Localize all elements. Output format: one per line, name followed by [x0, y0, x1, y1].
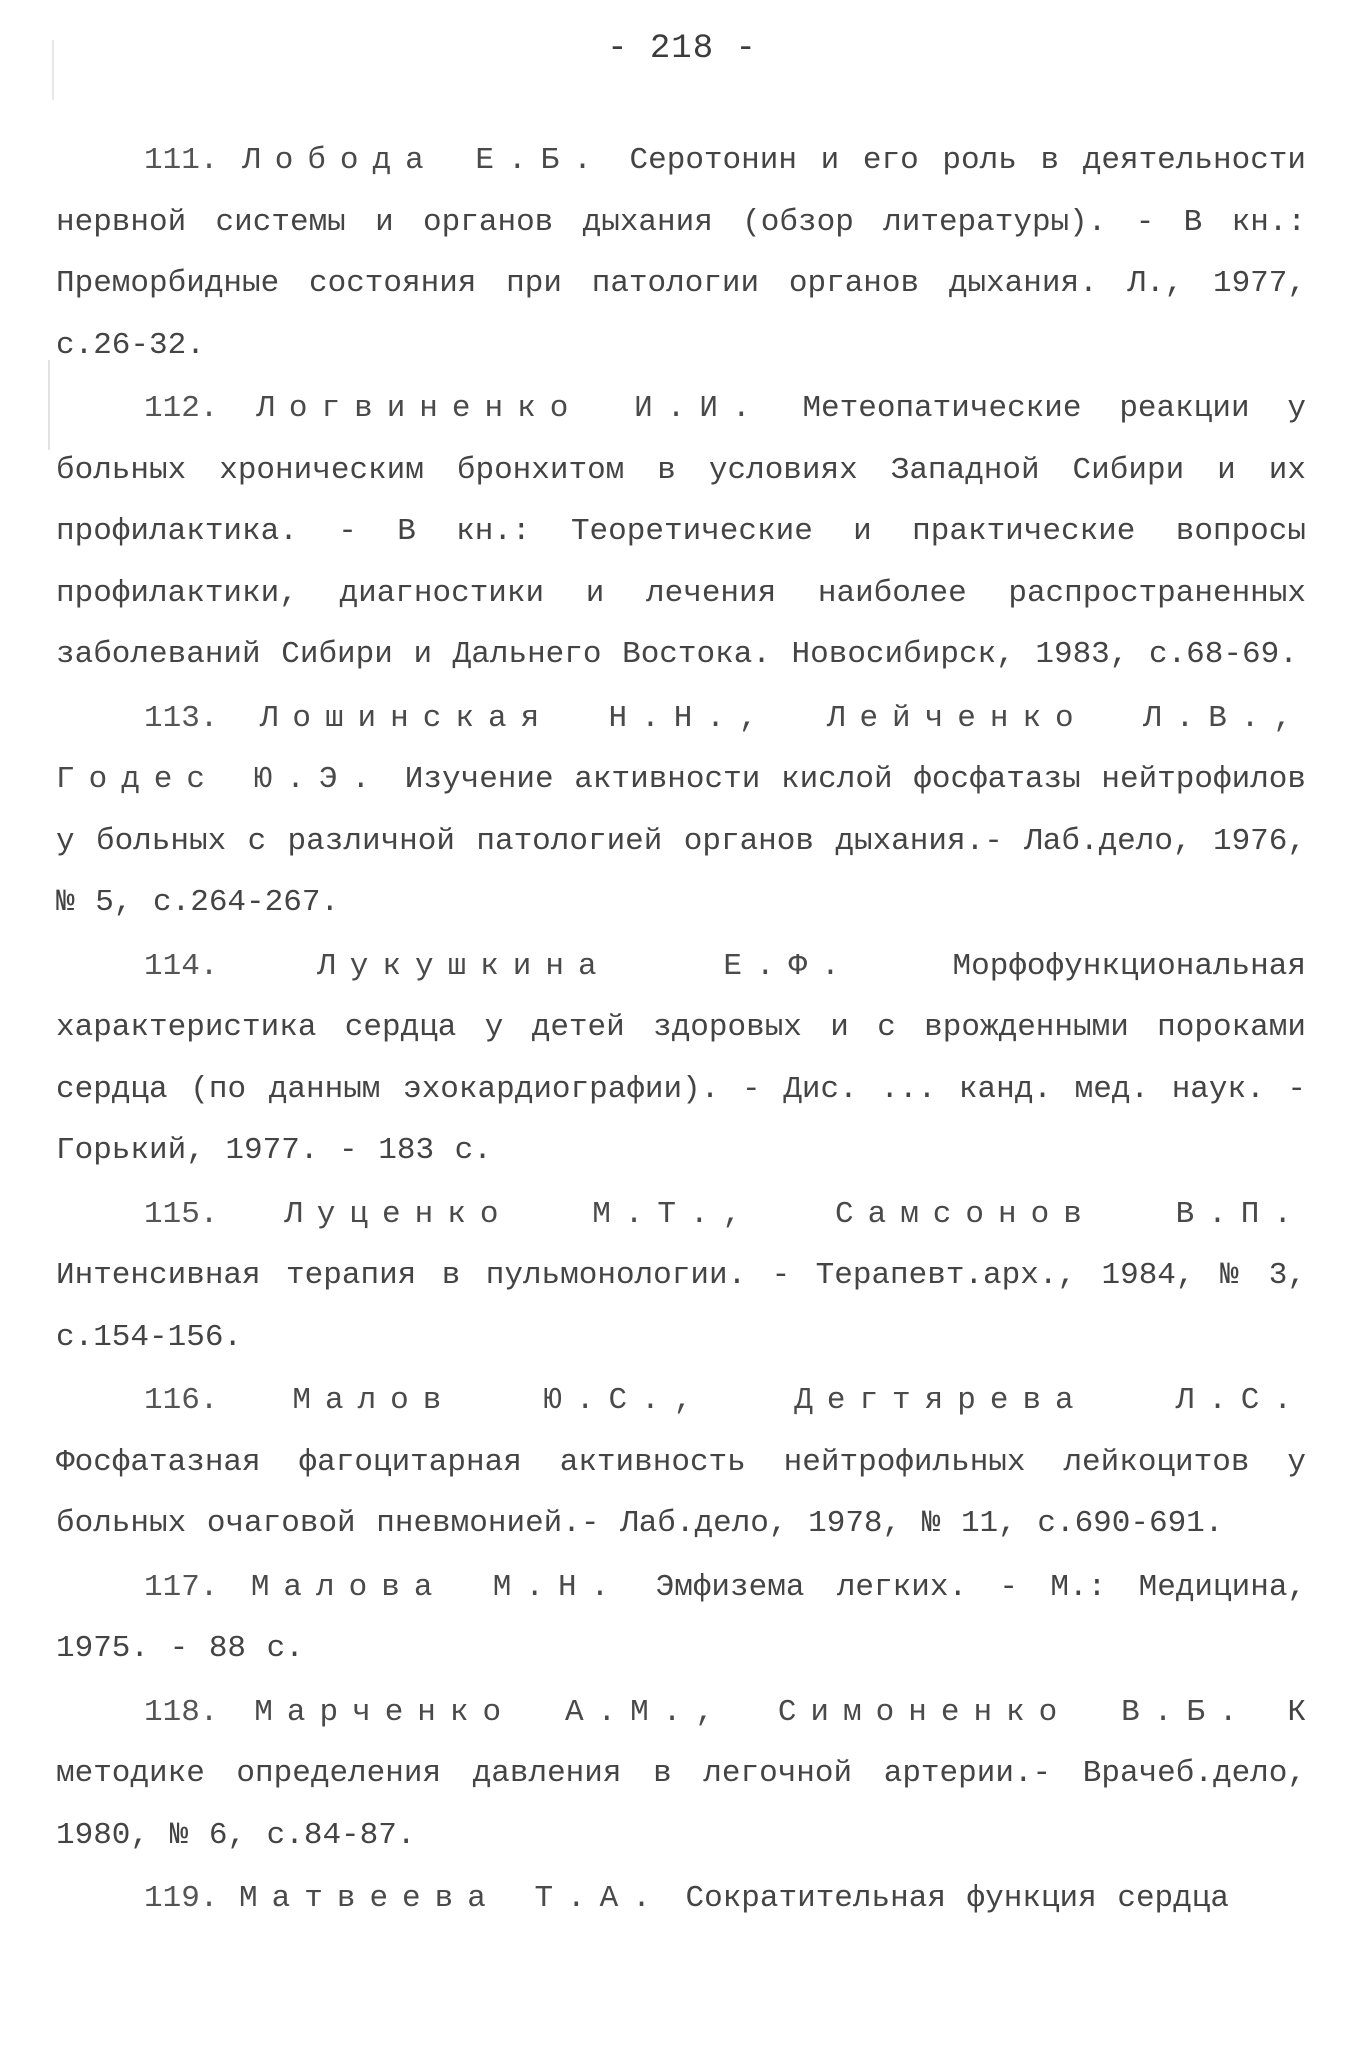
entry-text: К методике определения давления в легочной артерии.- Врачеб.дело, 1980, № 6, с.84-87.: [56, 1694, 1306, 1853]
entry-number: 118.: [144, 1694, 219, 1730]
entry-text: Сократительная функция сердца: [685, 1881, 1229, 1916]
page-number: - 218 -: [607, 30, 757, 68]
bibliography-entry: [56, 1868, 1306, 1930]
entry-authors: Лукушкина Е.Ф.: [317, 948, 854, 984]
entry-text: Фосфатазная фагоцитарная активность нейтрофильных лейкоцитов у больных очаговой пневмонией.- Лаб.дело, 1978, № 11, с.690-691.: [56, 1444, 1306, 1541]
bibliography-entry: [56, 378, 1306, 686]
entry-authors: Малова М.Н.: [250, 1569, 624, 1605]
bibliography-entry: [56, 1184, 1306, 1369]
bibliography-list: [56, 130, 1306, 1932]
entry-number: 116.: [144, 1383, 219, 1418]
entry-authors: Логвиненко И.И.: [256, 391, 765, 426]
bibliography-entry: [56, 936, 1306, 1182]
entry-number: 114.: [144, 948, 219, 984]
entry-text: Эмфизема легких. - М.: Медицина, 1975. - 88 с.: [56, 1569, 1307, 1666]
entry-text: Изучение активности кислой фосфатазы нейтрофилов у больных с различной патологией органов дыхания.- Лаб.дело, 1976, № 5, с.264-267.: [56, 762, 1306, 920]
entry-number: 111.: [144, 143, 219, 178]
bibliography-entry: [56, 130, 1306, 376]
entry-authors: Лошинская Н.Н., Лейченко Л.В., Годес Ю.Э.: [56, 700, 1306, 797]
bibliography-entry: [56, 688, 1306, 934]
entry-text: Серотонин и его роль в деятельности нервной системы и органов дыхания (обзор литературы). - В кн.: Преморбидные состояния при патологии органов дыхания. Л., 1977, с.26-32.: [56, 143, 1307, 363]
entry-text: Морфофункциональная характеристика сердца у детей здоровых и с врожденными пороками сердца (по данным эхокардиографии). - Дис. ... канд. мед. наук. - Горький, 1977. - 183 с.: [56, 948, 1306, 1168]
entry-number: 112.: [144, 391, 219, 426]
scan-artifact: [48, 360, 50, 450]
entry-text: Метеопатические реакции у больных хроническим бронхитом в условиях Западной Сибири и их профилактика. - В кн.: Теоретические и практические вопросы профилактики, диагностики и лечения наиболее распространенных заболеваний Сибири и Дальнего Востока. Новосибирск, 1983, с.68-69.: [56, 391, 1307, 672]
entry-authors: Луценко М.Т., Самсонов В.П.: [284, 1196, 1306, 1232]
entry-number: 119.: [144, 1881, 219, 1916]
entry-authors: Малов Ю.С., Дегтярева Л.С.: [292, 1383, 1306, 1418]
entry-authors: Марченко А.М., Симоненко В.Б.: [254, 1694, 1252, 1730]
entry-authors: Лобода Е.Б.: [242, 143, 606, 178]
bibliography-entry: [56, 1682, 1306, 1867]
entry-number: 115.: [144, 1196, 219, 1232]
entry-text: Интенсивная терапия в пульмонологии. - Терапевт.арх., 1984, № 3, с.154-156.: [56, 1258, 1306, 1355]
entry-authors: Матвеева Т.А.: [239, 1881, 665, 1916]
entry-number: 117.: [144, 1569, 219, 1605]
bibliography-entry: [56, 1557, 1306, 1680]
entry-number: 113.: [144, 700, 219, 736]
bibliography-entry: [56, 1370, 1306, 1555]
